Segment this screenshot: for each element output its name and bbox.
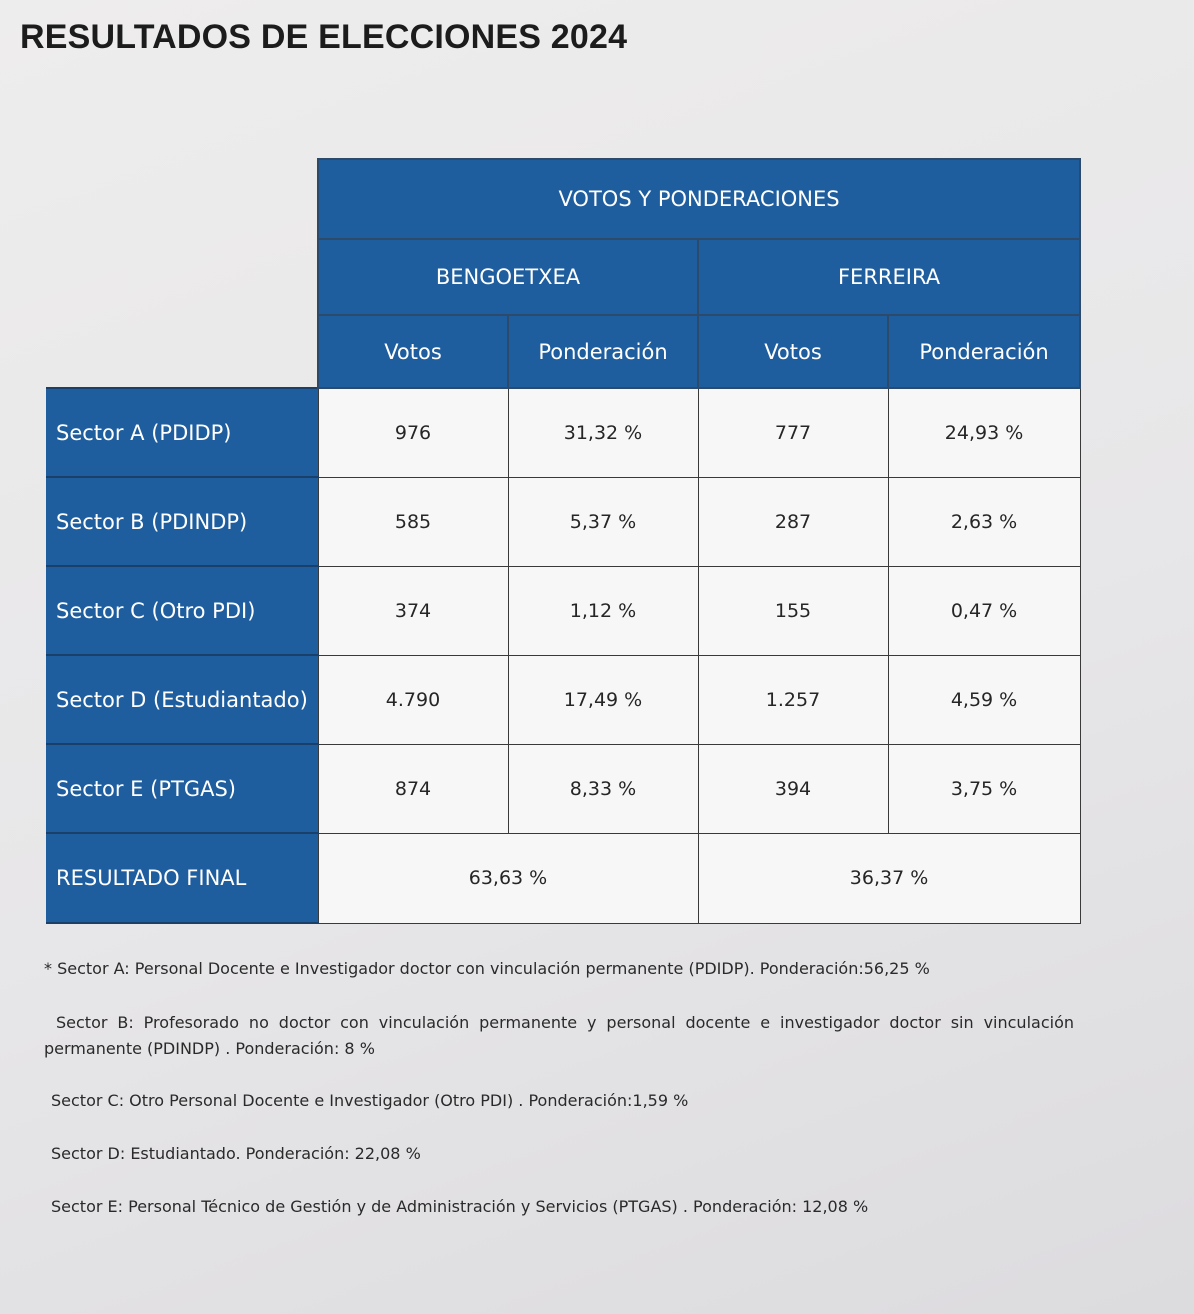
votes-header: VOTOS Y PONDERACIONES — [318, 159, 1080, 239]
bengoetxea-votos-cell: 874 — [318, 744, 508, 833]
table-row-final — [46, 833, 1080, 923]
footnote-sector-a: * Sector A: Personal Docente e Investigador doctor con vinculación permanente (PDIDP). Ponderación:56,25 % — [44, 959, 930, 978]
page-title: RESULTADOS DE ELECCIONES 2024 — [20, 18, 628, 56]
subheader-bengoetxea-ponderacion: Ponderación — [508, 315, 698, 388]
table-row-sector-b — [46, 477, 1080, 566]
row-label: Sector A (PDIDP) — [46, 388, 318, 477]
ferreira-votos-cell: 777 — [698, 388, 888, 477]
footnote-sector-e: Sector E: Personal Técnico de Gestión y de Administración y Servicios (PTGAS) . Ponderación: 12,08 % — [51, 1197, 869, 1216]
results-table — [46, 158, 1081, 924]
footnote-sector-c: Sector C: Otro Personal Docente e Investigador (Otro PDI) . Ponderación:1,59 % — [51, 1091, 689, 1110]
bengoetxea-ponderacion-cell: 17,49 % — [508, 655, 698, 744]
ferreira-ponderacion-cell: 0,47 % — [888, 566, 1080, 655]
ferreira-ponderacion-cell: 3,75 % — [888, 744, 1080, 833]
ferreira-ponderacion-cell: 2,63 % — [888, 477, 1080, 566]
row-label: Sector B (PDINDP) — [46, 477, 318, 566]
final-result-label: RESULTADO FINAL — [46, 833, 318, 923]
bengoetxea-ponderacion-cell: 8,33 % — [508, 744, 698, 833]
bengoetxea-votos-cell: 976 — [318, 388, 508, 477]
bengoetxea-final-result: 63,63 % — [318, 833, 698, 923]
subheader-bengoetxea-votos: Votos — [318, 315, 508, 388]
candidate-header-bengoetxea: BENGOETXEA — [318, 239, 698, 315]
subheader-ferreira-votos: Votos — [698, 315, 888, 388]
table-row-sector-c — [46, 566, 1080, 655]
row-label: Sector E (PTGAS) — [46, 744, 318, 833]
bengoetxea-votos-cell: 4.790 — [318, 655, 508, 744]
table-row-sector-e — [46, 744, 1080, 833]
bengoetxea-ponderacion-cell: 5,37 % — [508, 477, 698, 566]
row-label: Sector C (Otro PDI) — [46, 566, 318, 655]
table-row-sector-d — [46, 655, 1080, 744]
bengoetxea-votos-cell: 585 — [318, 477, 508, 566]
ferreira-final-result: 36,37 % — [698, 833, 1080, 923]
ferreira-votos-cell: 1.257 — [698, 655, 888, 744]
ferreira-votos-cell: 394 — [698, 744, 888, 833]
ferreira-votos-cell: 287 — [698, 477, 888, 566]
footnote-sector-d: Sector D: Estudiantado. Ponderación: 22,08 % — [51, 1144, 421, 1163]
candidate-header-ferreira: FERREIRA — [698, 239, 1080, 315]
bengoetxea-ponderacion-cell: 1,12 % — [508, 566, 698, 655]
ferreira-ponderacion-cell: 24,93 % — [888, 388, 1080, 477]
subheader-ferreira-ponderacion: Ponderación — [888, 315, 1080, 388]
footnote-sector-b: Sector B: Profesorado no doctor con vinculación permanente y personal docente e investigador doctor sin vinculación permanente (PDINDP) . Ponderación: 8 % — [44, 1013, 1074, 1058]
ferreira-ponderacion-cell: 4,59 % — [888, 655, 1080, 744]
table-row-sector-a — [46, 388, 1080, 477]
bengoetxea-votos-cell: 374 — [318, 566, 508, 655]
bengoetxea-ponderacion-cell: 31,32 % — [508, 388, 698, 477]
ferreira-votos-cell: 155 — [698, 566, 888, 655]
row-label: Sector D (Estudiantado) — [46, 655, 318, 744]
blank-corner — [46, 159, 318, 388]
